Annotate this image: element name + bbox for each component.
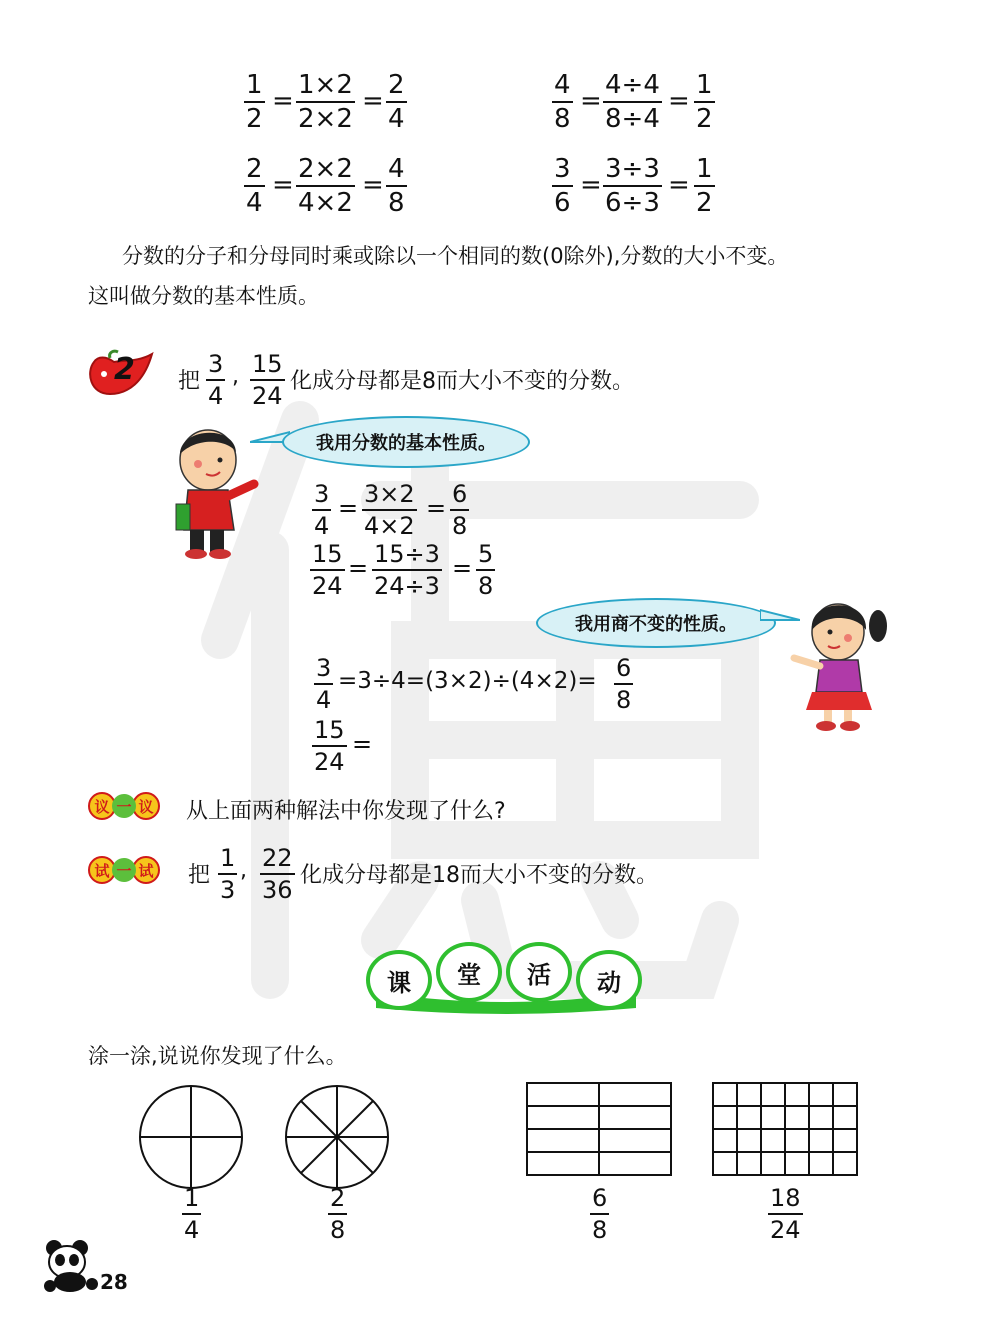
- page-number: 28: [100, 1270, 128, 1294]
- boy-speech-text: 我用分数的基本性质。: [316, 433, 496, 454]
- panda-icon: [40, 1238, 100, 1294]
- try-fraction-2: $\frac{22}{36}$: [262, 844, 293, 904]
- example-2-fraction-2: $\frac{15}{24}$: [252, 350, 283, 410]
- example-2-prefix: 把: [178, 369, 201, 394]
- label-rectangle-eighths: $\frac{6}{8}$: [592, 1184, 608, 1244]
- activity-instruction: 涂一涂,说说你发现了什么。: [88, 1044, 347, 1068]
- label-rectangle-twenty-fourths: $\frac{18}{24}$: [770, 1184, 801, 1244]
- label-circle-quarters: $\frac{1}{4}$: [184, 1184, 200, 1244]
- activity-char-4: 动: [576, 950, 642, 1010]
- girl-speech-bubble: [536, 598, 776, 648]
- example-2-comma: ,: [232, 364, 239, 389]
- try-prefix: 把: [188, 863, 211, 888]
- try-badge: 试 一 试: [88, 856, 160, 884]
- example-2-number: 2: [114, 352, 135, 387]
- discuss-text: 从上面两种解法中你发现了什么?: [186, 799, 506, 824]
- try-comma: ,: [240, 858, 247, 883]
- activity-char-1: 课: [366, 950, 432, 1010]
- rule-line-2: 这叫做分数的基本性质。: [88, 284, 319, 308]
- discuss-badge: 议 一 议: [88, 792, 160, 820]
- rule-line-1: 分数的分子和分母同时乘或除以一个相同的数(0除外),分数的大小不变。: [122, 244, 789, 268]
- activity-char-3: 活: [506, 942, 572, 1002]
- boy-speech-bubble: [282, 416, 530, 468]
- label-circle-eighths: $\frac{2}{8}$: [330, 1184, 346, 1244]
- rectangle-twenty-fourths: [712, 1082, 858, 1176]
- girl-illustration: [786, 592, 896, 732]
- example-2-fraction-1: $\frac{3}{4}$: [208, 350, 224, 410]
- try-fraction-1: $\frac{1}{3}$: [220, 844, 236, 904]
- try-suffix: 化成分母都是18而大小不变的分数。: [300, 863, 658, 888]
- example-2-suffix: 化成分母都是8而大小不变的分数。: [290, 369, 634, 394]
- circle-quarters: [138, 1084, 244, 1190]
- activity-char-2: 堂: [436, 942, 502, 1002]
- rectangle-eighths: [526, 1082, 672, 1176]
- circle-eighths: [284, 1084, 390, 1190]
- girl-speech-text: 我用商不变的性质。: [575, 614, 737, 635]
- watermark: [180, 380, 800, 1020]
